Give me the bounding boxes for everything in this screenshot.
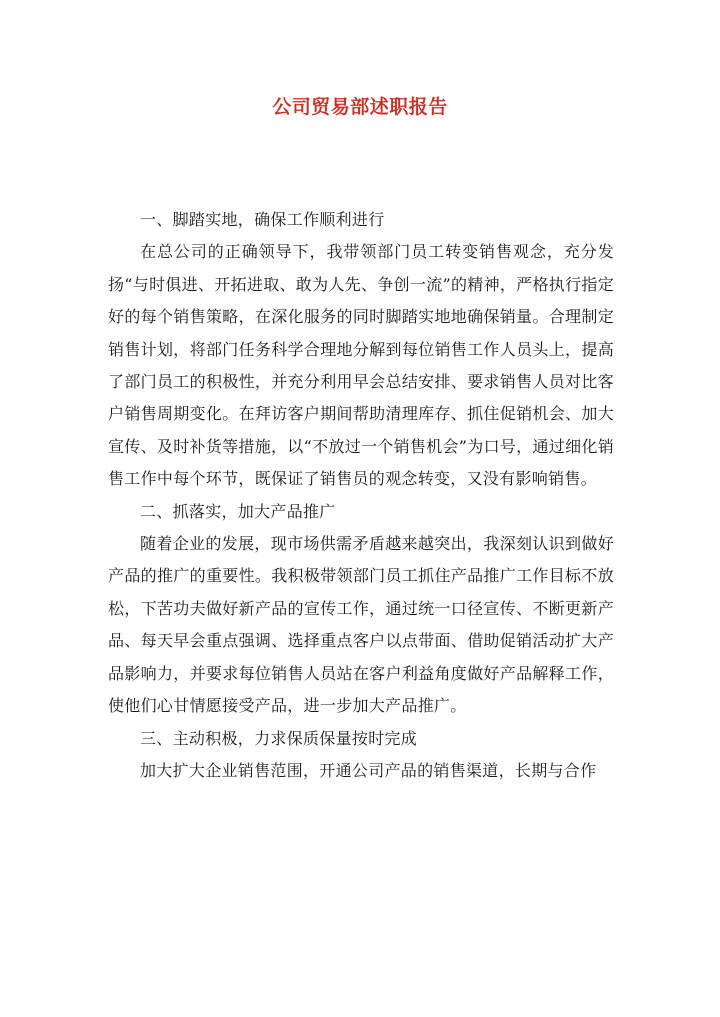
section-paragraph-2: 随着企业的发展，现市场供需矛盾越来越突出，我深刻认识到做好产品的推广的重要性。我积极带领部门员工抓住产品推广工作目标不放松，下苦功夫做好新产品的宣传工作，通过统一口径宣传、不断更新产品、每天早会重点强调、选择重点客户以点带面、借助促销活动扩大产品影响力，并要求每位销售人员站在客户利益角度做好产品解释工作，使他们心甘情愿接受产品，进一步加大产品推广。 [108,534,614,716]
section-heading-3: 三、主动积极，力求保质保量按时完成 [140,728,418,748]
section-paragraph-1: 在总公司的正确领导下，我带领部门员工转变销售观念，充分发扬“与时俱进、开拓进取、敢为人先、争创一流”的精神，严格执行指定好的每个销售策略，在深化服务的同时脚踏实地地确保销量。合理制定销售计划，将部门任务科学合理地分解到每位销售工作人员头上，提高了部门员工的积极性，并充分利用早会总结安排、要求销售人员对比客户销售周期变化。在拜访客户期间帮助清理库存、抓住促销机会、加大宣传、及时补货等措施，以“不放过一个销售机会”为口号，通过细化销售工作中每个环节，既保证了销售员的观念转变，又没有影响销售。 [108,242,614,489]
section-heading-2: 二、抓落实，加大产品推广 [140,501,336,521]
section-heading-1: 一、脚踏实地，确保工作顺利进行 [140,210,385,229]
section-paragraph-3: 加大扩大企业销售范围，开通公司产品的销售渠道，长期与合作 [140,760,597,780]
document-title: 公司贸易部述职报告 [272,96,448,118]
document-body [108,204,614,787]
